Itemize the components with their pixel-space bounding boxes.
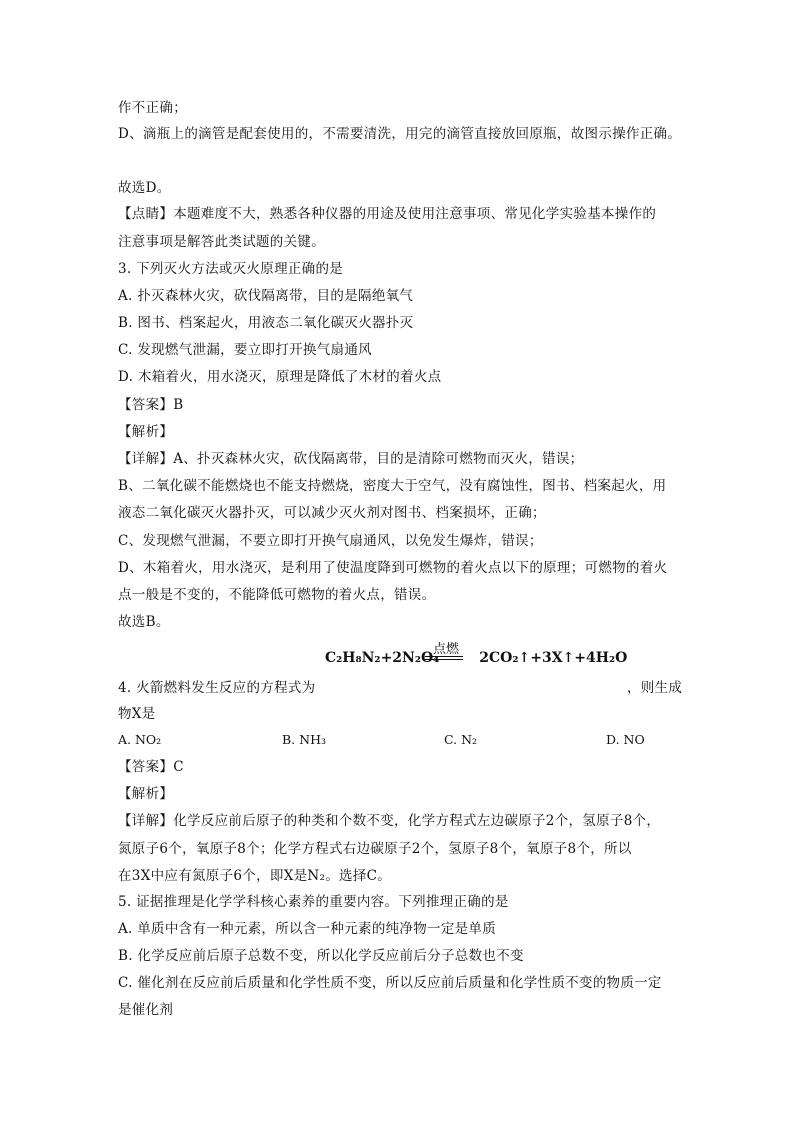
- equals-bar: [425, 656, 463, 657]
- text-line: 在3X中应有氮原子6个，即X是N₂。选择C。: [118, 868, 392, 884]
- section-tag: 【解析】: [118, 786, 174, 802]
- text-line: 故选B。: [118, 614, 170, 630]
- explanation-line: [118, 811, 660, 831]
- option-line: D. 木箱着火，用水浇灭，原理是降低了木材的着火点: [118, 369, 442, 385]
- text-span: 本题难度不大，熟悉各种仪器的用途及使用注意事项、常见化学实验基本操作的: [173, 206, 657, 222]
- text-line: 物X是: [118, 706, 156, 722]
- option-c: C. N₂: [444, 732, 478, 747]
- option-line: C. 发现燃气泄漏，要立即打开换气扇通风: [118, 342, 372, 358]
- option-d: D. NO: [606, 732, 645, 747]
- text-span: ，则生成: [627, 680, 683, 696]
- answer-value: C: [173, 759, 184, 775]
- reaction-condition: 点燃: [433, 642, 460, 657]
- option-line: A. 单质中含有一种元素，所以含一种元素的纯净物一定是单质: [118, 921, 497, 937]
- question-title: 4. 火箭燃料发生反应的方程式为: [118, 680, 316, 696]
- equals-bar: [425, 659, 463, 660]
- text-line: D、滴瓶上的滴管是配套使用的，不需要清洗，用完的滴管直接放回原瓶，故图示操作正确。: [118, 126, 682, 142]
- section-tag: 【详解】: [118, 813, 174, 829]
- section-tag: 【解析】: [118, 424, 174, 440]
- chemical-equation: [325, 642, 628, 666]
- equation-right: 2CO₂↑+3X↑+4H₂O: [479, 650, 628, 666]
- option-line: B. 图书、档案起火，用液态二氧化碳灭火器扑灭: [118, 315, 414, 331]
- option-b: B. NH₃: [282, 732, 326, 747]
- question-title: 5. 证据推理是化学学科核心素养的重要内容。下列推理正确的是: [118, 894, 509, 910]
- section-tag: 【答案】: [118, 397, 174, 413]
- equation-left: C₂H₈N₂+2N₂O₄: [325, 650, 440, 666]
- option-line: C. 催化剂在反应前后质量和化学性质不变，所以反应前后质量和化学性质不变的物质一定: [118, 975, 662, 991]
- text-line: 作不正确；: [118, 100, 187, 116]
- section-tag: 【详解】: [118, 451, 174, 467]
- text-span: A、扑灭森林火灾，砍伐隔离带，目的是清除可燃物而灭火，错误；: [173, 451, 584, 467]
- text-line: C、发现燃气泄漏，不要立即打开换气扇通风，以免发生爆炸，错误；: [118, 533, 543, 549]
- text-line: 点一般是不变的，不能降低可燃物的着火点，错误。: [118, 587, 436, 603]
- answer-line: [118, 395, 183, 415]
- text-span: 化学反应前后原子的种类和个数不变，化学方程式左边碳原子2个，氢原子8个，: [173, 813, 661, 829]
- section-tag: 【点睛】: [118, 206, 174, 222]
- section-tag: 【答案】: [118, 759, 174, 775]
- question-title: 3. 下列灭火方法或灭火原理正确的是: [118, 261, 344, 277]
- answer-value: B: [173, 397, 184, 413]
- text-line: 是催化剂: [118, 1002, 174, 1018]
- text-line: 氮原子6个，氧原子8个；化学方程式右边碳原子2个，氢原子8个，氧原子8个，所以: [118, 841, 632, 857]
- option-a: A. NO₂: [118, 732, 162, 747]
- answer-line: [118, 757, 184, 777]
- text-line: 液态二氧化碳灭火器扑灭，可以减少灭火剂对图书、档案损坏，正确；: [118, 505, 546, 521]
- text-line: 故选D。: [118, 180, 171, 196]
- note-line: [118, 204, 656, 224]
- explanation-line: [118, 449, 583, 469]
- option-line: A. 扑灭森林火灾，砍伐隔离带，目的是隔绝氧气: [118, 288, 414, 304]
- text-line: D、木箱着火，用水浇灭，是利用了使温度降到可燃物的着火点以下的原理；可燃物的着火: [118, 560, 668, 576]
- text-line: B、二氧化碳不能燃烧也不能支持燃烧，密度大于空气，没有腐蚀性，图书、档案起火，用: [118, 478, 667, 494]
- text-line: 注意事项是解答此类试题的关键。: [118, 234, 325, 250]
- option-line: B. 化学反应前后原子总数不变，所以化学反应前后分子总数也不变: [118, 948, 524, 964]
